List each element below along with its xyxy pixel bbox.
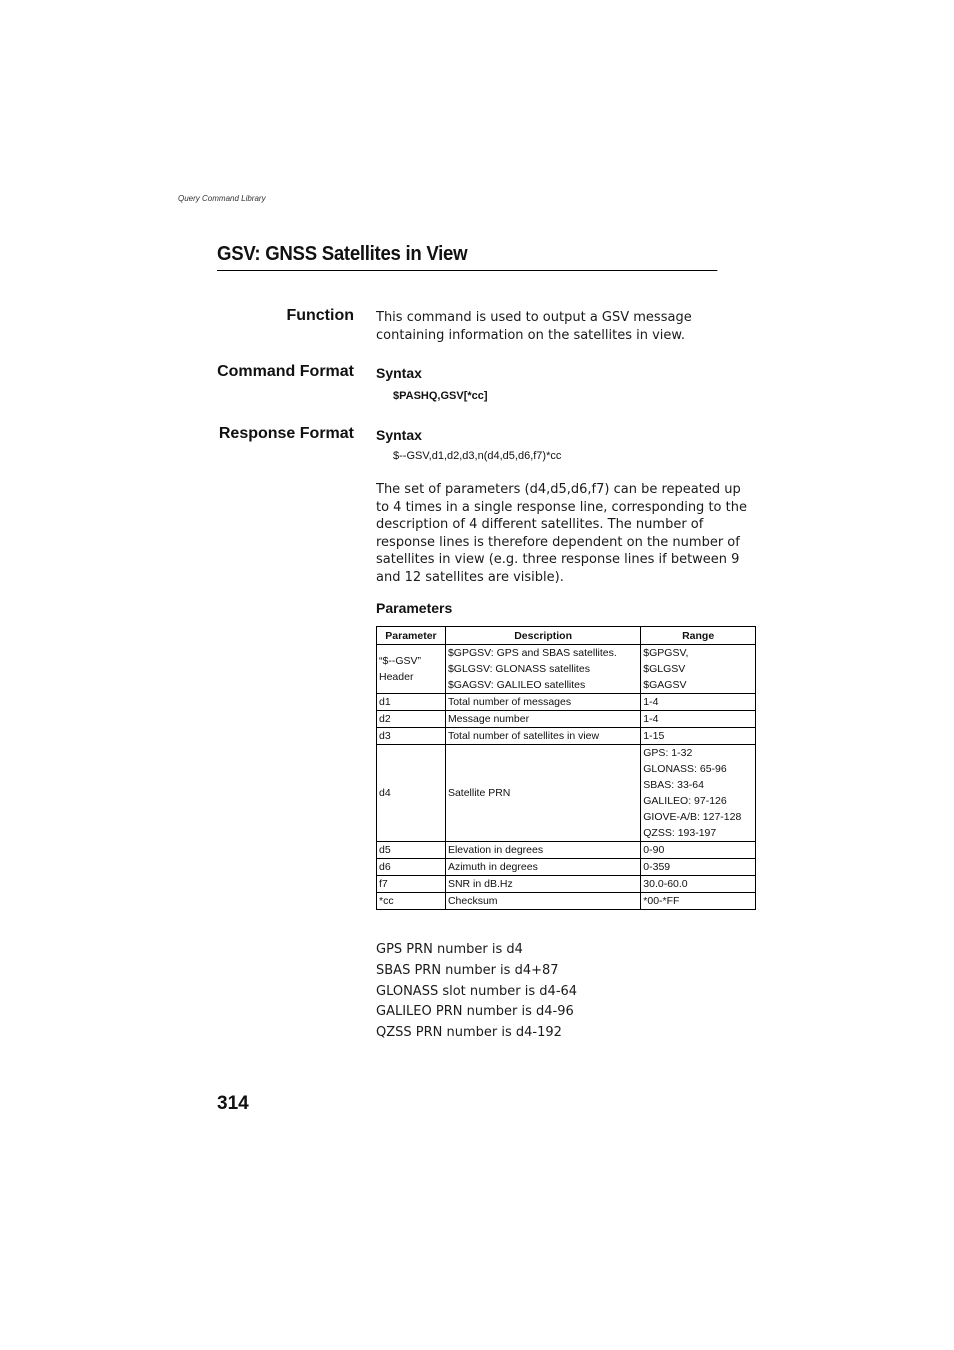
prn-note: QZSS PRN number is d4-192 bbox=[376, 1025, 562, 1041]
command-format-label: Command Format bbox=[217, 363, 354, 380]
prn-note: GPS PRN number is d4 bbox=[376, 942, 523, 957]
page-title: GSV: GNSS Satellites in View bbox=[217, 243, 717, 271]
running-header: Query Command Library bbox=[178, 194, 266, 203]
cell-parameter: f7 bbox=[377, 876, 446, 893]
table-row bbox=[377, 876, 756, 893]
cell-range: 0-90 bbox=[641, 842, 756, 859]
cell-range: *00-*FF bbox=[641, 893, 756, 910]
cell-line: SBAS: 33-64 bbox=[643, 779, 704, 791]
parameters-heading: Parameters bbox=[376, 600, 453, 616]
response-syntax-heading: Syntax bbox=[376, 427, 422, 443]
cell-description: Total number of messages bbox=[445, 694, 640, 711]
cell-description bbox=[445, 645, 640, 694]
cell-range: 0-359 bbox=[641, 859, 756, 876]
table-row bbox=[377, 859, 756, 876]
cell-line: $GLGSV bbox=[643, 663, 686, 675]
cell-line: GLONASS: 65-96 bbox=[643, 763, 727, 775]
cell-range bbox=[641, 745, 756, 842]
page-number: 314 bbox=[217, 1093, 249, 1114]
parameters-table bbox=[376, 626, 756, 910]
cell-parameter: d5 bbox=[377, 842, 446, 859]
cell-parameter: d2 bbox=[377, 711, 446, 728]
function-label: Function bbox=[286, 307, 354, 324]
cell-description: Checksum bbox=[445, 893, 640, 910]
command-syntax: $PASHQ,GSV[*cc] bbox=[393, 390, 488, 402]
cell-line: GALILEO: 97-126 bbox=[643, 795, 727, 807]
cell-description: Satellite PRN bbox=[445, 745, 640, 842]
cell-parameter: d4 bbox=[377, 745, 446, 842]
cell-description: SNR in dB.Hz bbox=[445, 876, 640, 893]
header-range: Range bbox=[641, 627, 756, 645]
table-row bbox=[377, 728, 756, 745]
cell-range: 1-4 bbox=[641, 694, 756, 711]
cell-parameter bbox=[377, 645, 446, 694]
cell-line: Header bbox=[379, 671, 414, 683]
prn-note: GLONASS slot number is d4-64 bbox=[376, 983, 578, 999]
cell-line: $GPGSV: GPS and SBAS satellites. bbox=[447, 647, 617, 659]
command-syntax-heading: Syntax bbox=[376, 365, 422, 381]
cell-parameter: d1 bbox=[377, 694, 446, 711]
table-row bbox=[377, 893, 756, 910]
cell-line: QZSS: 193-197 bbox=[643, 827, 717, 839]
prn-notes bbox=[376, 940, 577, 1044]
prn-note: SBAS PRN number is d4+87 bbox=[376, 962, 559, 978]
cell-range: 30.0-60.0 bbox=[641, 876, 756, 893]
table-row bbox=[377, 645, 756, 694]
cell-line: $GAGSV bbox=[643, 679, 687, 691]
cell-line: “$--GSV” bbox=[379, 655, 421, 667]
cell-range: 1-4 bbox=[641, 711, 756, 728]
cell-line: $GPGSV, bbox=[643, 647, 689, 659]
cell-parameter: d3 bbox=[377, 728, 446, 745]
table-row bbox=[377, 694, 756, 711]
cell-range bbox=[641, 645, 756, 694]
cell-line: $GLGSV: GLONASS satellites bbox=[447, 663, 590, 675]
cell-line: $GAGSV: GALILEO satellites bbox=[447, 679, 586, 691]
cell-description: Total number of satellites in view bbox=[445, 728, 640, 745]
cell-description: Message number bbox=[445, 711, 640, 728]
response-format-label: Response Format bbox=[218, 425, 354, 442]
table-header-row bbox=[377, 627, 756, 645]
cell-line: GIOVE-A/B: 127-128 bbox=[643, 811, 742, 823]
cell-line: GPS: 1-32 bbox=[643, 747, 693, 759]
function-text: This command is used to output a GSV message containing information on the satellites in view. bbox=[376, 310, 692, 343]
cell-description: Elevation in degrees bbox=[445, 842, 640, 859]
response-syntax: $--GSV,d1,d2,d3,n(d4,d5,d6,f7)*cc bbox=[393, 450, 562, 462]
response-description: The set of parameters (d4,d5,d6,f7) can be repeated up to 4 times in a single response line, corresponding to the description of 4 different satellites. The number of response lines is therefore dependent on the number of satellites in view (e.g. three response lines if between 9 and 12 satellites are visible). bbox=[376, 482, 747, 585]
cell-range: 1-15 bbox=[641, 728, 756, 745]
table-row bbox=[377, 711, 756, 728]
prn-note: GALILEO PRN number is d4-96 bbox=[376, 1004, 574, 1020]
cell-description: Azimuth in degrees bbox=[445, 859, 640, 876]
cell-parameter: d6 bbox=[377, 859, 446, 876]
table-row bbox=[377, 745, 756, 842]
cell-parameter: *cc bbox=[377, 893, 446, 910]
table-row bbox=[377, 842, 756, 859]
header-parameter: Parameter bbox=[377, 627, 446, 645]
header-description: Description bbox=[445, 627, 640, 645]
